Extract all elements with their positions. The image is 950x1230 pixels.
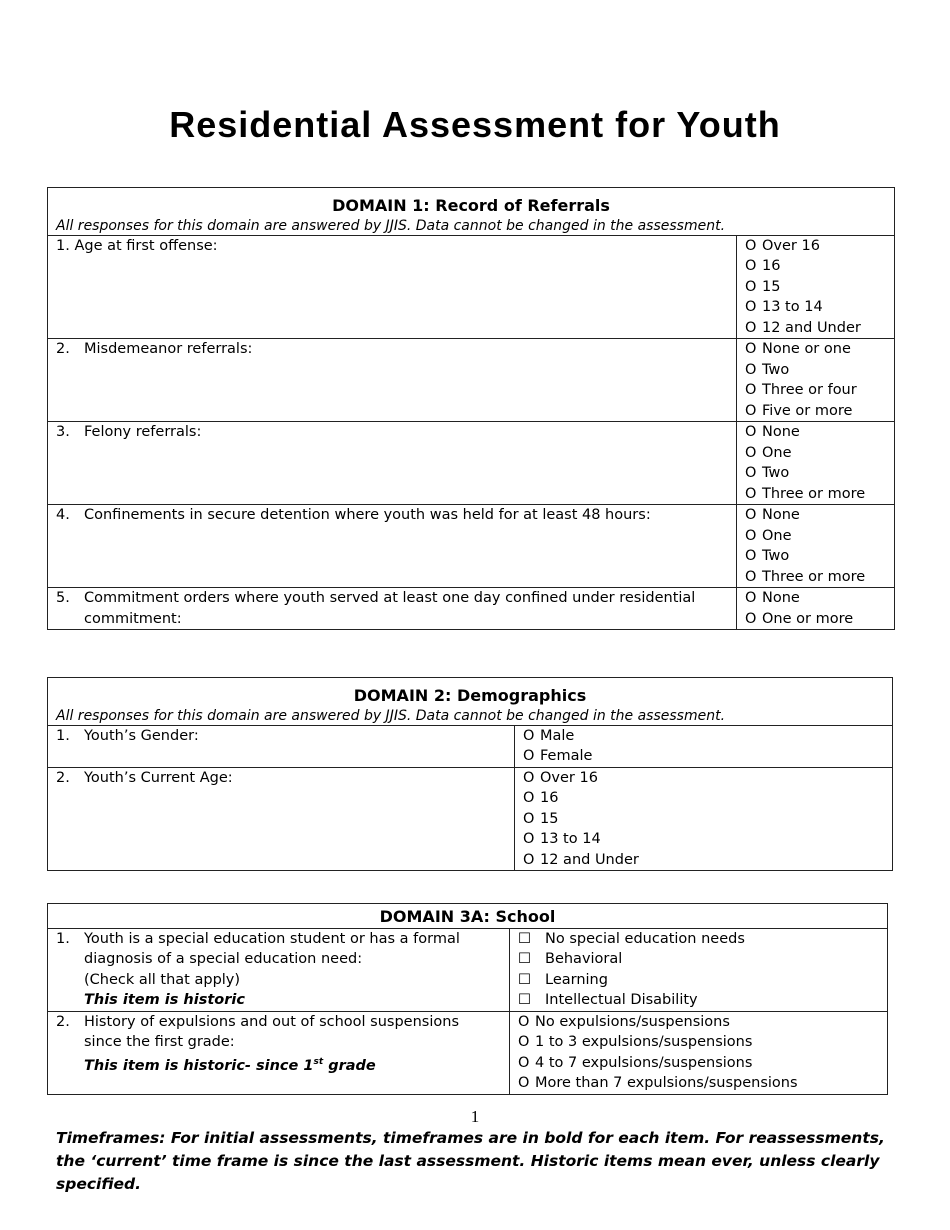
radio-option[interactable]: O More than 7 expulsions/suspensions [518, 1075, 798, 1091]
radio-option[interactable]: O 1 to 3 expulsions/suspensions [518, 1034, 753, 1050]
checkbox-option[interactable]: ☐ No special education needs [518, 930, 745, 947]
radio-option[interactable]: O 13 to 14 [523, 831, 601, 847]
checkbox-option[interactable]: ☐ Behavioral [518, 951, 623, 967]
radio-option[interactable]: O 15 [745, 278, 781, 295]
table-row [48, 339, 895, 422]
radio-option[interactable]: O One or more [745, 610, 854, 627]
domain3a-table [47, 903, 888, 1095]
table-row [48, 928, 888, 1011]
radio-option[interactable]: O Two [745, 465, 790, 481]
domain1-header: DOMAIN 1: Record of Referrals [332, 196, 610, 215]
page-title: Residential Assessment for Youth [169, 104, 781, 145]
page-number: 1 [470, 1107, 480, 1126]
radio-option[interactable]: O Two [745, 361, 790, 378]
domain1-note: All responses for this domain are answered by JJIS. Data cannot be changed in the assessment. [56, 217, 726, 234]
radio-option[interactable]: O 16 [745, 258, 781, 274]
d1-q5: 5. Commitment orders where youth served at least one day confined under residential commitment: [56, 590, 696, 627]
radio-option[interactable]: O Male [523, 727, 575, 744]
radio-option[interactable]: O None [745, 590, 800, 606]
radio-option[interactable]: O Three or more [745, 485, 866, 502]
d1-q2: 2. Misdemeanor referrals: [56, 341, 253, 357]
table-row [48, 235, 895, 339]
domain2-table [47, 677, 893, 871]
radio-option[interactable]: O One [745, 527, 792, 544]
d1-q3: 3. Felony referrals: [56, 424, 202, 440]
radio-option[interactable]: O None [745, 424, 800, 440]
radio-option[interactable]: O One [745, 444, 792, 461]
radio-option[interactable]: O Three or more [745, 568, 866, 585]
table-row [48, 588, 895, 630]
radio-option[interactable]: O Over 16 [523, 769, 598, 786]
radio-option[interactable]: O 13 to 14 [745, 299, 823, 315]
domain2-note: All responses for this domain are answered by JJIS. Data cannot be changed in the assessment. [56, 707, 726, 724]
radio-option[interactable]: O Over 16 [745, 237, 820, 254]
d2-q2: 2. Youth’s Current Age: [56, 769, 233, 786]
radio-option[interactable]: O Two [745, 548, 790, 564]
checkbox-option[interactable]: ☐ Intellectual Disability [518, 992, 698, 1008]
radio-option[interactable]: O Five or more [745, 402, 853, 419]
radio-option[interactable]: O 16 [523, 790, 559, 806]
radio-option[interactable]: O Three or four [745, 382, 857, 398]
domain3a-header: DOMAIN 3A: School [48, 904, 888, 929]
table-row [48, 725, 893, 767]
d3a-q1: 1. Youth is a special education student or has a formal diagnosis of a special education need: (Check all that apply) This item is historic [56, 930, 460, 1008]
d3a-q2: 2. History of expulsions and out of school suspensions since the first grade: This item is historic- since 1st grade [56, 1013, 459, 1075]
radio-option[interactable]: O Female [523, 748, 593, 764]
table-row [48, 422, 895, 505]
radio-option[interactable]: O None or one [745, 341, 851, 357]
timeframe-note: This item is historic- since 1st grade [84, 1057, 376, 1075]
d1-q4: 4. Confinements in secure detention where youth was held for at least 48 hours: [56, 507, 651, 523]
table-row [48, 767, 893, 871]
radio-option[interactable]: O 12 and Under [523, 851, 639, 868]
table-row [48, 1011, 888, 1094]
radio-option[interactable]: O 12 and Under [745, 319, 861, 336]
domain2-header: DOMAIN 2: Demographics [353, 686, 587, 705]
radio-option[interactable]: O No expulsions/suspensions [518, 1013, 730, 1030]
d1-q1-text: 1. Age at first offense: [56, 237, 218, 254]
radio-option[interactable]: O None [745, 507, 800, 523]
table-row [48, 505, 895, 588]
timeframe-note: This item is historic [84, 992, 245, 1008]
radio-option[interactable]: O 4 to 7 expulsions/suspensions [518, 1054, 753, 1071]
radio-option[interactable]: O 15 [523, 810, 559, 827]
checkbox-option[interactable]: ☐ Learning [518, 971, 608, 988]
domain1-table [47, 187, 895, 630]
timeframes-footer: Timeframes: For initial assessments, timeframes are in bold for each item. For reassessments, the ‘current’ time frame is since the last assessment. Historic items mean ever, unless clearly specified. [56, 1129, 885, 1193]
d2-q1: 1. Youth’s Gender: [56, 727, 199, 744]
